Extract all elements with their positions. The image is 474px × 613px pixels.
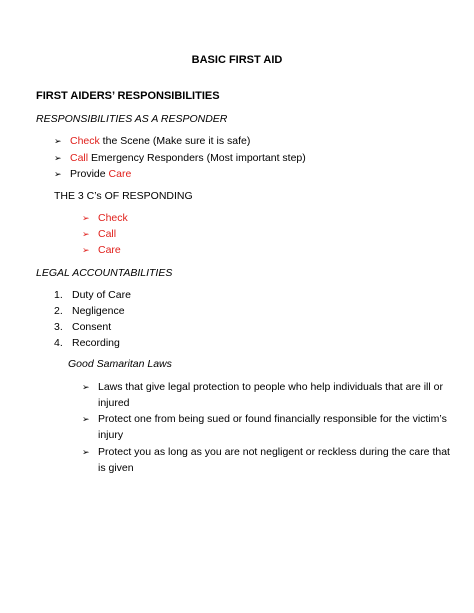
responder-item [54,168,131,180]
good-samaritan-item [82,413,447,425]
item-text: Care [98,244,121,256]
three-cs-item [82,212,128,224]
responder-item [54,135,250,147]
red-keyword: Care [108,168,132,180]
section-heading: FIRST AIDERS’ RESPONSIBILITIES [36,90,220,102]
responder-heading: RESPONSIBILITIES AS A RESPONDER [36,113,228,125]
item-text-continued: is given [98,462,134,474]
red-keyword: Check [70,135,100,147]
three-cs-heading: THE 3 C’s OF RESPONDING [54,190,193,202]
arrow-bullet-icon: ➢ [82,447,90,457]
item-number: 4. [54,337,63,349]
legal-item [54,305,125,317]
item-number: 2. [54,305,63,317]
three-cs-item [82,244,121,256]
legal-item [54,337,120,349]
item-text: Protect you as long as you are not negligent or reckless during the care that [98,446,450,458]
arrow-bullet-icon: ➢ [82,229,90,239]
item-text-continued: injured [98,397,130,409]
good-samaritan-item [82,446,450,458]
item-text: the Scene (Make sure it is safe) [99,135,251,147]
item-text: Negligence [72,305,125,317]
legal-item [54,321,111,333]
good-samaritan-item [82,381,443,393]
document-title: BASIC FIRST AID [191,54,283,66]
item-text: Protect one from being sued or found financially responsible for the victim’s [98,413,447,425]
arrow-bullet-icon: ➢ [82,382,90,392]
item-text: Recording [72,337,120,349]
item-text: Check [98,212,128,224]
red-keyword: Call [70,152,89,164]
arrow-bullet-icon: ➢ [82,414,90,424]
responder-item [54,152,306,164]
arrow-bullet-icon: ➢ [54,153,62,163]
item-text: Emergency Responders (Most important step) [88,152,306,164]
legal-heading: LEGAL ACCOUNTABILITIES [36,267,173,279]
legal-item [54,289,131,301]
arrow-bullet-icon: ➢ [82,213,90,223]
item-text: Laws that give legal protection to people who help individuals that are ill or [98,381,443,393]
good-samaritan-heading: Good Samaritan Laws [68,358,172,370]
item-number: 1. [54,289,63,301]
item-text-continued: injury [98,429,124,441]
item-number: 3. [54,321,63,333]
item-text: Consent [72,321,112,333]
three-cs-item [82,228,116,240]
arrow-bullet-icon: ➢ [54,169,62,179]
item-text: Call [98,228,117,240]
item-text: Duty of Care [72,289,131,301]
arrow-bullet-icon: ➢ [54,136,62,146]
item-text: Provide [70,168,109,180]
arrow-bullet-icon: ➢ [82,245,90,255]
